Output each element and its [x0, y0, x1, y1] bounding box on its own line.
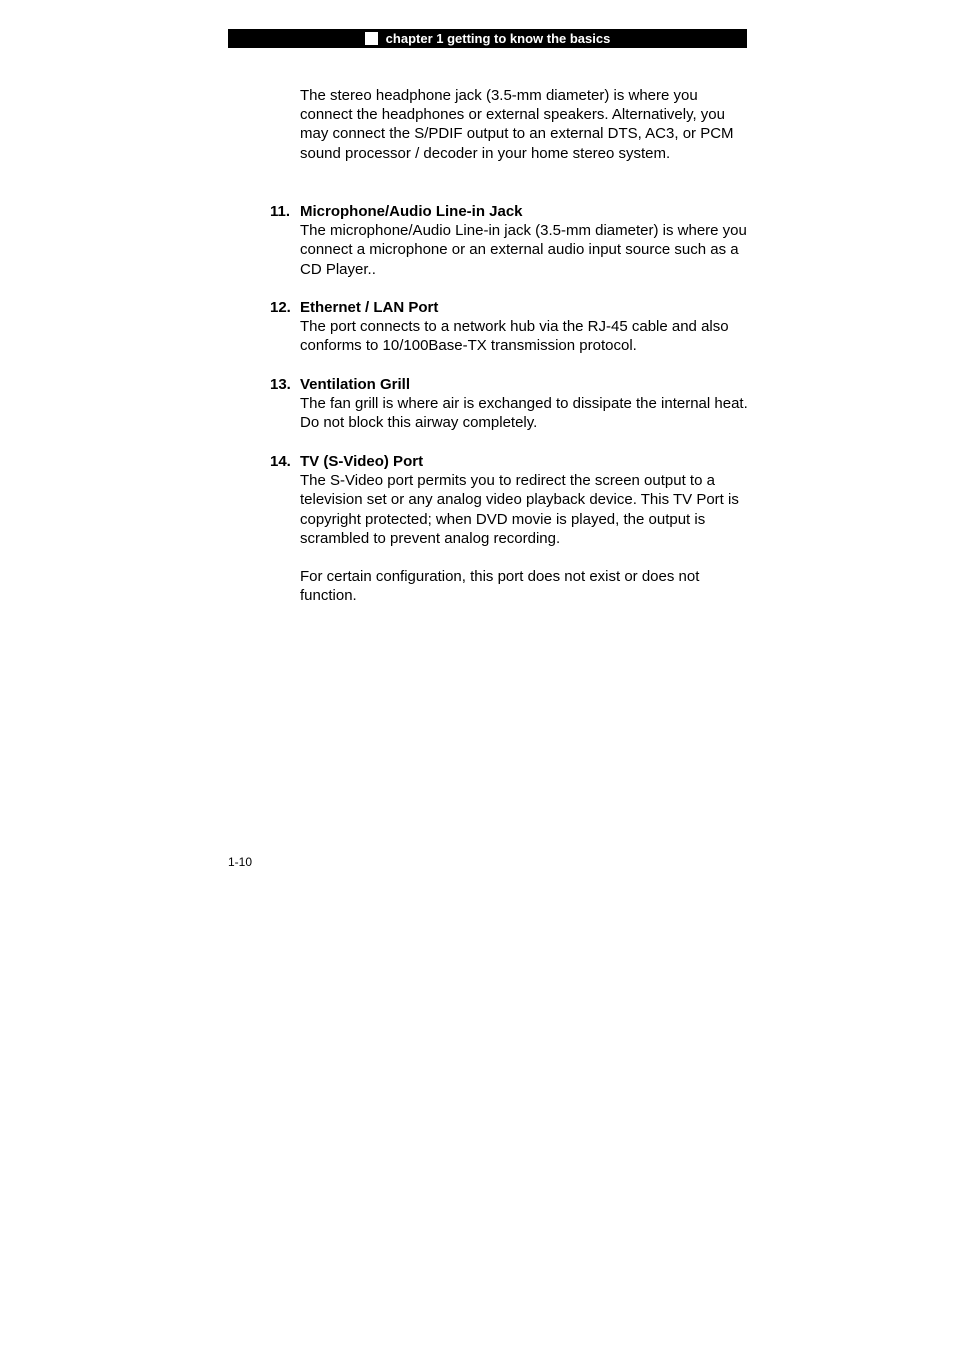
chapter-title: chapter 1 getting to know the basics [385, 31, 611, 46]
square-bullet-icon [365, 32, 378, 45]
item-body: The fan grill is where air is exchanged to dissipate the internal heat. Do not block this airway completely. [300, 395, 748, 432]
item-number: 11. [270, 203, 291, 220]
final-paragraph: For certain configuration, this port does not exist or does not function. [300, 568, 700, 605]
item-body: The microphone/Audio Line-in jack (3.5-mm diameter) is where you connect a microphone or an external audio input source such as a CD Player.. [300, 222, 747, 278]
page-number: 1-10 [228, 855, 253, 869]
item-number: 13. [270, 376, 291, 393]
list-item-microphone [270, 202, 752, 279]
chapter-header-bar [228, 29, 747, 48]
item-title: TV (S-Video) Port [300, 453, 424, 470]
item-title: Ventilation Grill [300, 376, 411, 393]
item-body: The S-Video port permits you to redirect the screen output to a television set or any analog video playback device. This TV Port is copyright protected; when DVD movie is played, the output is scrambled to prevent analog recording. [300, 472, 739, 547]
item-title: Microphone/Audio Line-in Jack [300, 203, 523, 220]
item-number: 12. [270, 299, 291, 316]
item-number: 14. [270, 453, 291, 470]
intro-paragraph: The stereo headphone jack (3.5-mm diameter) is where you connect the headphones or external speakers. Alternatively, you may connect the S/PDIF output to an external DTS, AC3, or PCM sound processor / decoder in your home stereo system. [300, 87, 734, 162]
list-item-ventilation [270, 375, 752, 433]
list-item-tv-port [270, 452, 752, 548]
list-item-ethernet [270, 298, 752, 356]
item-title: Ethernet / LAN Port [300, 299, 439, 316]
item-body: The port connects to a network hub via the RJ-45 cable and also conforms to 10/100Base-TX transmission protocol. [300, 318, 729, 355]
